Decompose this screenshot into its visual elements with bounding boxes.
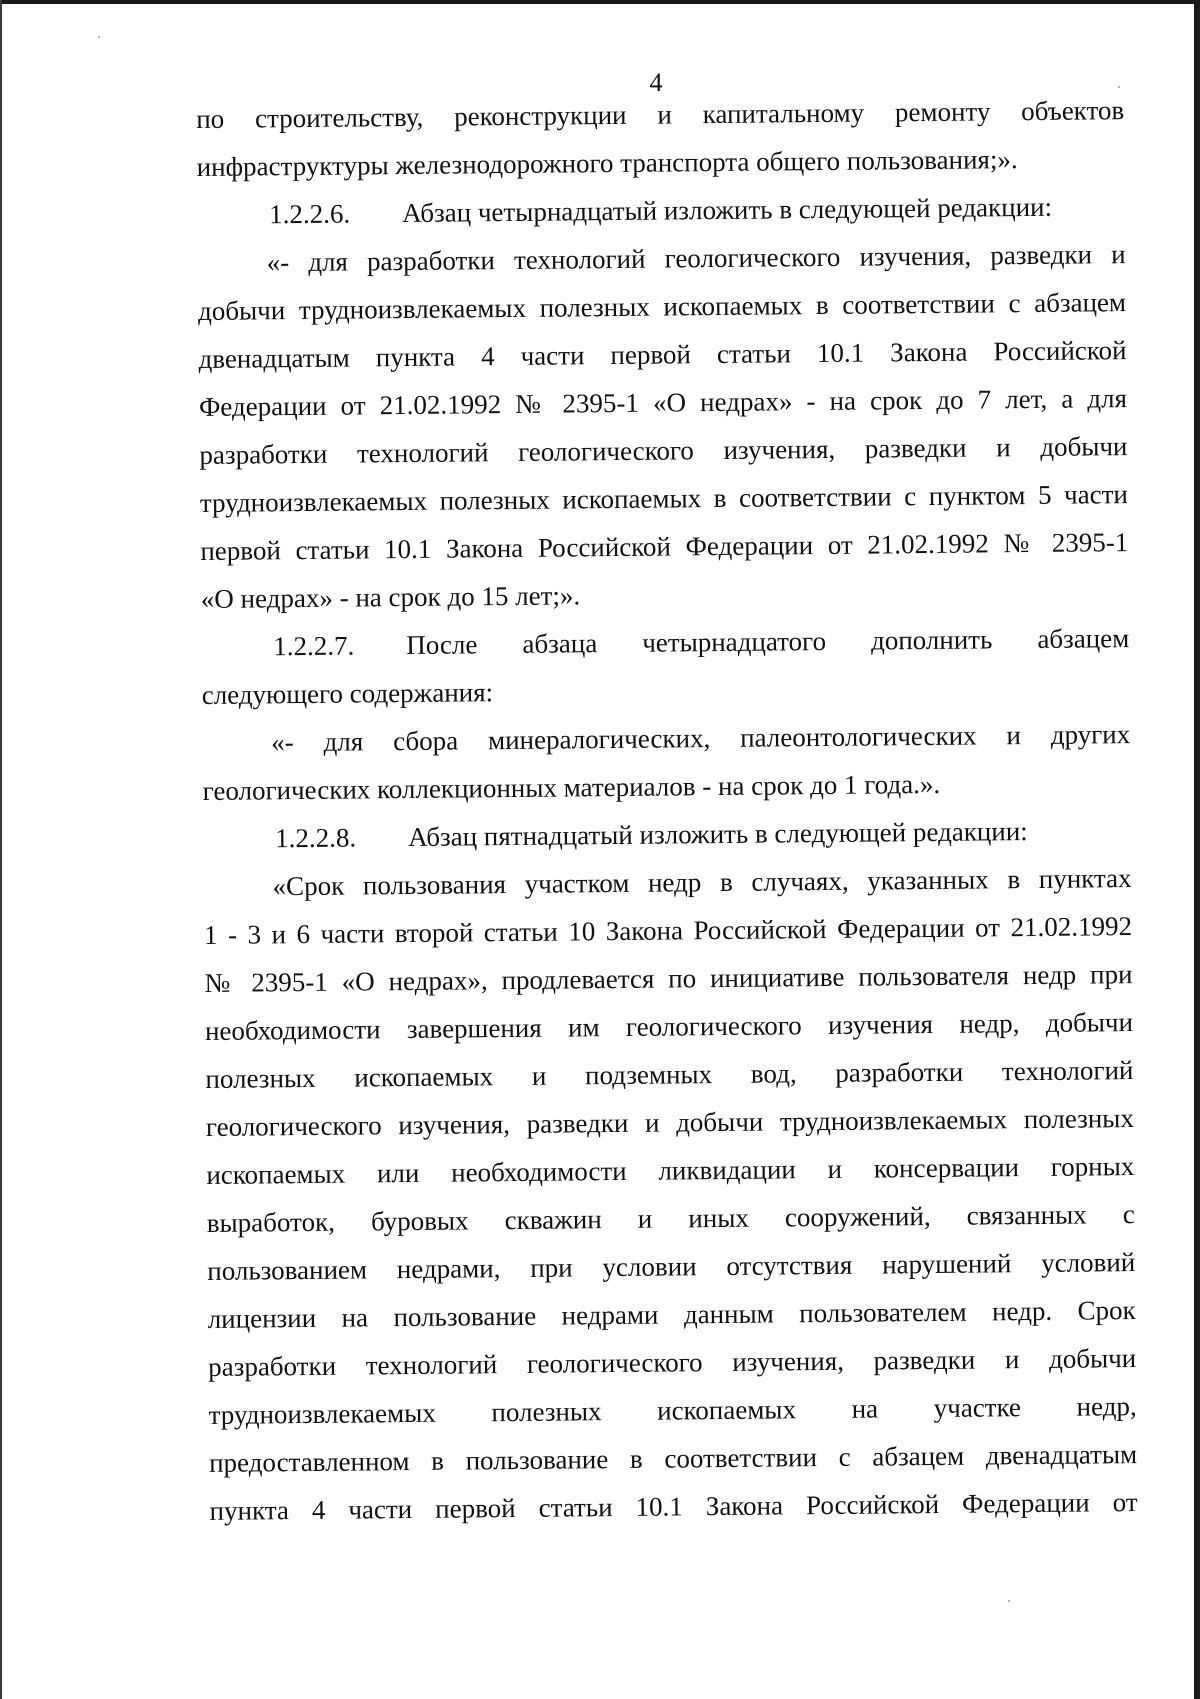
text-line: «Срок пользования участком недр в случаях, указанных в пунктах: [272, 863, 1132, 902]
text-line: геологического изучения, разведки и добычи трудноизвлекаемых полезных: [205, 1103, 1135, 1142]
text-line: «- для сбора минералогических, палеонтологических и других: [271, 719, 1131, 758]
text-line: следующего содержания:: [201, 677, 494, 710]
text-line: Федерации от 21.02.1992 № 2395-1 «О недрах» - на срок до 7 лет, а для: [198, 383, 1128, 422]
text-line: трудноизвлекаемых полезных ископаемых на участке недр,: [208, 1391, 1137, 1430]
text-line: «О недрах» - на срок до 15 лет;».: [200, 580, 581, 614]
text-line: двенадцатым пункта 4 части первой статьи 10.1 Закона Российской: [198, 335, 1127, 374]
text-line: разработки технологий геологического изучения, разведки и добычи: [199, 431, 1128, 470]
text-line: трудноизвлекаемых полезных ископаемых в соответствии с пунктом 5 части: [199, 479, 1129, 518]
text-line: добычи трудноизвлекаемых полезных ископаемых в соответствии с абзацем: [197, 287, 1127, 326]
text-line: инфраструктуры железнодорожного транспорта общего пользования;».: [196, 144, 1018, 182]
document-body: [196, 86, 1138, 1535]
text-line: лицензии на пользование недрами данным пользователем недр. Срок: [207, 1295, 1136, 1334]
text-line: первой статьи 10.1 Закона Российской Федерации от 21.02.1992 № 2395-1: [200, 527, 1129, 566]
clause-line: [201, 614, 1129, 671]
clause-text: После абзаца четырнадцатого дополнить абзацем: [406, 623, 1130, 661]
text-line: № 2395-1 «О недрах», продлевается по инициативе пользователя недр при: [204, 959, 1133, 998]
clause-number: 1.2.2.7.: [273, 630, 355, 662]
text-line: пункта 4 части первой статьи 10.1 Закона Российской Федерации от: [209, 1487, 1138, 1526]
text-line: 1 - 3 и 6 части второй статьи 10 Закона Российской Федерации от 21.02.1992: [203, 911, 1133, 950]
text-line: «- для разработки технологий геологического изучения, разведки и: [266, 239, 1126, 278]
scan-speck: [98, 36, 100, 38]
text-line: необходимости завершения им геологического изучения недр, добычи: [204, 1007, 1134, 1046]
text-line: геологических коллекционных материалов - на срок до 1 года.».: [202, 768, 941, 806]
text-line: по строительству, реконструкции и капитальному ремонту объектов: [196, 95, 1125, 134]
clause-number: 1.2.2.6.: [269, 198, 351, 230]
text-line: предоставленном в пользование в соответствии с абзацем двенадцатым: [208, 1439, 1138, 1478]
text-line: разработки технологий геологического изучения, разведки и добычи: [208, 1343, 1137, 1382]
text-line: выработок, буровых скважин и иных сооружений, связанных с: [206, 1199, 1135, 1238]
scan-speck: [1008, 1600, 1010, 1602]
clause-text: Абзац пятнадцатый изложить в следующей редакции:: [407, 816, 1028, 852]
clause-number: 1.2.2.8.: [274, 822, 357, 854]
scan-edge-left: [0, 0, 2, 1699]
text-line: пользованием недрами, при условии отсутствия нарушений условий: [207, 1247, 1136, 1286]
page-number: 4: [649, 68, 663, 97]
text-line: ископаемых или необходимости ликвидации и консервации горных: [206, 1151, 1135, 1190]
text-line: полезных ископаемых и подземных вод, разработки технологий: [205, 1055, 1134, 1094]
scan-edge-right: [1194, 0, 1200, 1699]
clause-text: Абзац четырнадцатый изложить в следующей редакции:: [401, 191, 1053, 229]
scan-edge-top: [0, 0, 1200, 4]
